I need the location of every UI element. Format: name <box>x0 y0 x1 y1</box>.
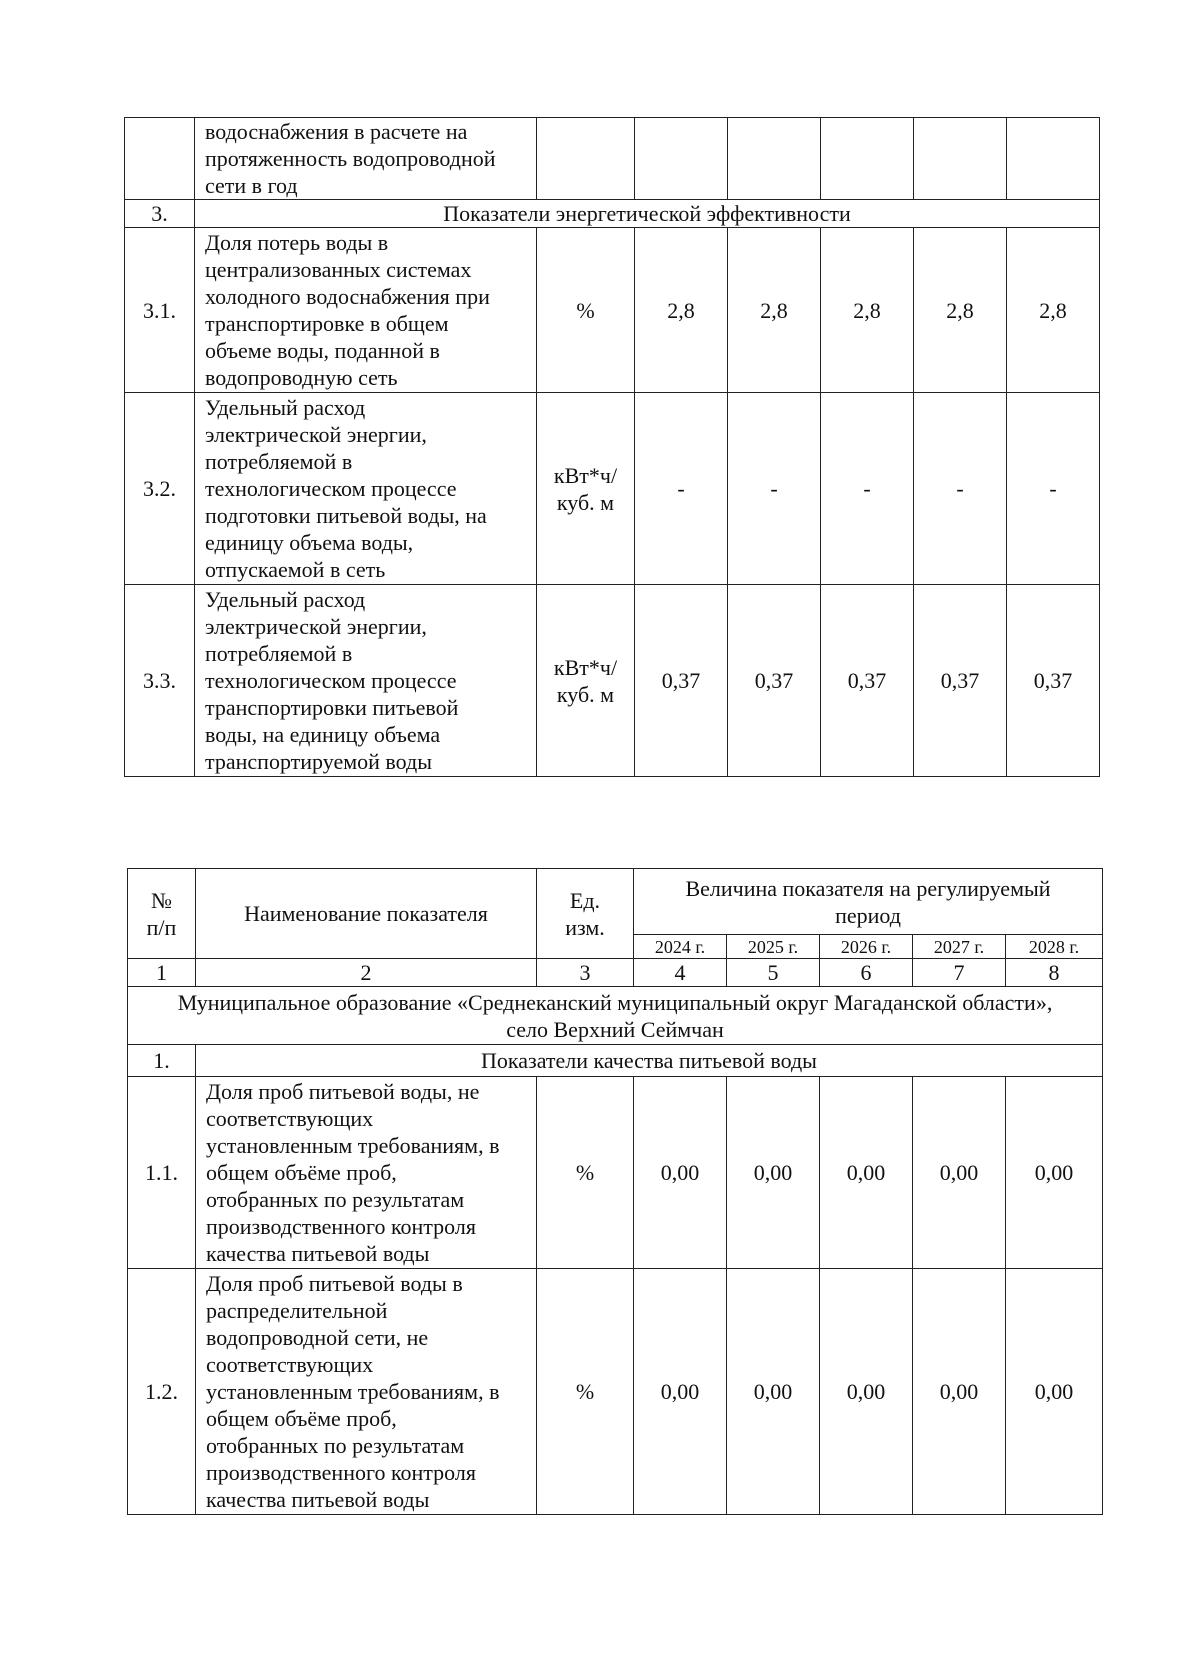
header-unit: Ед. изм. <box>537 869 634 959</box>
header-number: № п/п <box>128 869 196 959</box>
table-row-continuation <box>125 118 1100 200</box>
value-2025: 0,00 <box>727 1269 820 1515</box>
value-2024: 0,37 <box>635 585 728 777</box>
value-2028: - <box>1007 393 1100 585</box>
value-2026 <box>821 118 914 200</box>
table-row <box>128 1269 1103 1515</box>
row-number: 1.1. <box>128 1077 196 1269</box>
header-indicator-name: Наименование показателя <box>196 869 537 959</box>
indicators-table-quality <box>127 868 1103 1515</box>
row-number <box>125 118 195 200</box>
unit: % <box>537 1269 634 1515</box>
table-row <box>128 1077 1103 1269</box>
indicator-name: Удельный расход электрической энергии, потребляемой в технологическом процессе транспортировки питьевой воды, на единицу объема транспортируемой воды <box>195 585 537 777</box>
value-2025 <box>728 118 821 200</box>
indicator-name: Удельный расход электрической энергии, потребляемой в технологическом процессе подготовки питьевой воды, на единицу объема воды, отпускаемой в сеть <box>195 393 537 585</box>
header-year-2024: 2024 г. <box>634 935 727 959</box>
row-number: 3.1. <box>125 228 195 393</box>
value-2026: 2,8 <box>821 228 914 393</box>
indicator-name: Доля потерь воды в централизованных системах холодного водоснабжения при транспортировке в общем объеме воды, поданной в водопроводную сеть <box>195 228 537 393</box>
value-2026: 0,00 <box>820 1269 913 1515</box>
unit <box>537 118 635 200</box>
section-row <box>128 1045 1103 1077</box>
value-2025: 2,8 <box>728 228 821 393</box>
column-number: 3 <box>537 959 634 987</box>
indicator-name: Доля проб питьевой воды, не соответствующих установленным требованиям, в общем объёме проб, отобранных по результатам производственного контроля качества питьевой воды <box>196 1077 537 1269</box>
indicator-name: водоснабжения в расчете на протяженность водопроводной сети в год <box>195 118 537 200</box>
value-2024: 0,00 <box>634 1269 727 1515</box>
municipality-row <box>128 987 1103 1045</box>
table-row <box>125 228 1100 393</box>
value-2026: - <box>821 393 914 585</box>
column-number: 5 <box>727 959 820 987</box>
section-number: 1. <box>128 1045 196 1077</box>
row-number: 1.2. <box>128 1269 196 1515</box>
column-number: 2 <box>196 959 537 987</box>
value-2027: 0,00 <box>913 1077 1006 1269</box>
value-2024: - <box>635 393 728 585</box>
value-2025: - <box>728 393 821 585</box>
value-2027 <box>914 118 1007 200</box>
value-2028: 0,00 <box>1006 1077 1103 1269</box>
header-year-2028: 2028 г. <box>1006 935 1103 959</box>
value-2026: 0,37 <box>821 585 914 777</box>
value-2027: 0,37 <box>914 585 1007 777</box>
unit: кВт*ч/ куб. м <box>537 393 635 585</box>
value-2028: 0,37 <box>1007 585 1100 777</box>
indicators-table-energy <box>124 117 1100 777</box>
column-number: 6 <box>820 959 913 987</box>
section-title: Показатели качества питьевой воды <box>196 1045 1103 1077</box>
value-2024: 2,8 <box>635 228 728 393</box>
table-row <box>125 585 1100 777</box>
header-year-2025: 2025 г. <box>727 935 820 959</box>
header-year-2027: 2027 г. <box>913 935 1006 959</box>
column-number: 7 <box>913 959 1006 987</box>
municipality-title: Муниципальное образование «Среднеканский муниципальный округ Магаданской области», село Верхний Сеймчан <box>128 987 1103 1045</box>
value-2025: 0,37 <box>728 585 821 777</box>
value-2024: 0,00 <box>634 1077 727 1269</box>
column-number: 4 <box>634 959 727 987</box>
table-row <box>125 393 1100 585</box>
section-number: 3. <box>125 200 195 228</box>
section-row <box>125 200 1100 228</box>
row-number: 3.2. <box>125 393 195 585</box>
value-2027: 2,8 <box>914 228 1007 393</box>
section-title: Показатели энергетической эффективности <box>195 200 1100 228</box>
header-period: Величина показателя на регулируемый период <box>634 869 1103 935</box>
value-2025: 0,00 <box>727 1077 820 1269</box>
row-number: 3.3. <box>125 585 195 777</box>
value-2027: 0,00 <box>913 1269 1006 1515</box>
column-number: 8 <box>1006 959 1103 987</box>
indicator-name: Доля проб питьевой воды в распределительной водопроводной сети, не соответствующих установленным требованиям, в общем объёме проб, отобранных по результатам производственного контроля качества питьевой воды <box>196 1269 537 1515</box>
unit: % <box>537 1077 634 1269</box>
column-numbers-row <box>128 959 1103 987</box>
unit: кВт*ч/ куб. м <box>537 585 635 777</box>
value-2024 <box>635 118 728 200</box>
value-2028: 0,00 <box>1006 1269 1103 1515</box>
column-number: 1 <box>128 959 196 987</box>
value-2028: 2,8 <box>1007 228 1100 393</box>
value-2027: - <box>914 393 1007 585</box>
unit: % <box>537 228 635 393</box>
header-row <box>128 869 1103 935</box>
value-2026: 0,00 <box>820 1077 913 1269</box>
value-2028 <box>1007 118 1100 200</box>
header-year-2026: 2026 г. <box>820 935 913 959</box>
